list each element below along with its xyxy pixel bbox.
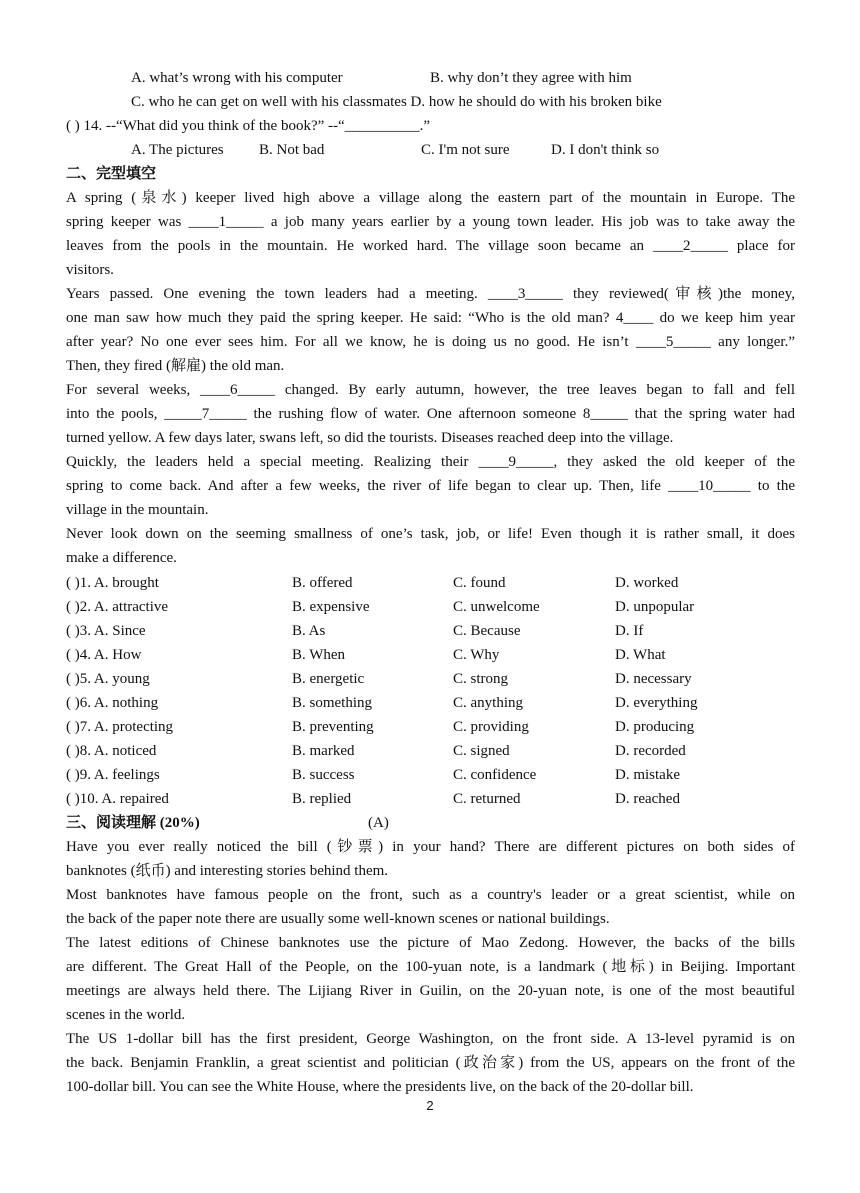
passage-line: turned yellow. A few days later, swans left, so did the tourists. Diseases reached deep into the village. (66, 430, 674, 446)
option-text: A. The pictures (131, 142, 224, 158)
option-text: A. what’s wrong with his computer (131, 70, 343, 86)
passage-line: The US 1-dollar bill has the first president, George Washington, on the front side. A 13-level pyramid is on (66, 1031, 795, 1047)
option-text: B. why don’t they agree with him (430, 70, 632, 86)
question-option-b: B. marked (292, 743, 355, 759)
passage-line: are different. The Great Hall of the People, on the 100-yuan note, is a landmark (地标) in Beijing. Important (66, 959, 795, 975)
passage-line: make a difference. (66, 550, 177, 566)
question-option-d: D. necessary (615, 671, 692, 687)
question-option-b: B. offered (292, 575, 353, 591)
passage-line: leaves from the pools in the mountain. He worked hard. The village soon became an ____2_____ place for (66, 238, 795, 254)
passage-line: For several weeks, ____6_____ changed. By early autumn, however, the tree leaves began to fall and fell (66, 382, 795, 398)
question-option-c: C. Because (453, 623, 521, 639)
passage-line: Have you ever really noticed the bill (钞票) in your hand? There are different pictures on both sides of (66, 839, 795, 855)
option-text: D. I don't think so (551, 142, 660, 158)
question-option-c: C. strong (453, 671, 509, 687)
option-text: C. who he can get on well with his classmates D. how he should do with his broken bike (131, 94, 662, 110)
question-option-a: ( )10. A. repaired (66, 791, 169, 807)
question-option-d: D. reached (615, 791, 680, 807)
passage-line: into the pools, _____7_____ the rushing flow of water. One afternoon someone 8_____ that the spring water had (66, 406, 795, 422)
passage-line: visitors. (66, 262, 114, 278)
passage-line: The latest editions of Chinese banknotes use the picture of Mao Zedong. However, the backs of the bills (66, 935, 795, 951)
question-option-c: C. confidence (453, 767, 537, 783)
question-option-d: D. everything (615, 695, 698, 711)
question-option-a: ( )1. A. brought (66, 575, 159, 591)
question-option-c: C. providing (453, 719, 529, 735)
question-option-b: B. When (292, 647, 346, 663)
section-heading: 二、完型填空 (66, 166, 157, 182)
option-text: B. Not bad (259, 142, 325, 158)
question-option-d: D. unpopular (615, 599, 695, 615)
question-option-b: B. energetic (292, 671, 365, 687)
section-heading: 三、阅读理解 (20%) (66, 815, 200, 831)
question-stem: ( ) 14. --“What did you think of the book?” --“__________.” (66, 118, 431, 134)
question-option-a: ( )4. A. How (66, 647, 142, 663)
question-option-a: ( )3. A. Since (66, 623, 146, 639)
question-option-b: B. As (292, 623, 326, 639)
question-option-d: D. mistake (615, 767, 680, 783)
passage-line: Quickly, the leaders held a special meeting. Realizing their ____9_____, they asked the old keeper of the (66, 454, 795, 470)
passage-line: banknotes (纸币) and interesting stories behind them. (66, 863, 389, 879)
question-option-c: C. signed (453, 743, 510, 759)
option-text: C. I'm not sure (421, 142, 510, 158)
page-number: 2 (426, 1098, 434, 1113)
passage-line: spring keeper was ____1_____ a job many years earlier by a young town leader. His job was to take away the (66, 214, 795, 230)
passage-line: Years passed. One evening the town leaders had a meeting. ____3_____ they reviewed(审核)the money, (66, 286, 795, 302)
question-option-d: D. If (615, 623, 644, 639)
question-option-d: D. recorded (615, 743, 686, 759)
passage-line: after year? No one ever sees him. For all we know, he is doing us no good. He isn’t ____5_____ any longer.” (66, 334, 795, 350)
question-option-c: C. Why (453, 647, 500, 663)
passage-line: village in the mountain. (66, 502, 209, 518)
passage-label: (A) (368, 815, 389, 831)
question-option-b: B. success (292, 767, 355, 783)
question-option-d: D. What (615, 647, 666, 663)
question-option-a: ( )5. A. young (66, 671, 150, 687)
question-option-a: ( )7. A. protecting (66, 719, 174, 735)
question-option-d: D. producing (615, 719, 695, 735)
question-option-c: C. returned (453, 791, 521, 807)
question-option-c: C. found (453, 575, 506, 591)
question-option-b: B. something (292, 695, 373, 711)
question-option-a: ( )8. A. noticed (66, 743, 157, 759)
passage-line: Never look down on the seeming smallness of one’s task, job, or life! Even though it is rather small, it does (66, 526, 795, 542)
question-option-a: ( )2. A. attractive (66, 599, 169, 615)
question-option-c: C. anything (453, 695, 523, 711)
passage-line: spring to come back. And after a few weeks, the river of life began to clear up. Then, life ____10_____ to the (66, 478, 795, 494)
question-option-b: B. replied (292, 791, 352, 807)
question-option-b: B. preventing (292, 719, 374, 735)
passage-line: the back. Benjamin Franklin, a great scientist and politician (政治家) from the US, appears on the front of the (66, 1055, 795, 1071)
passage-line: 100-dollar bill. You can see the White House, where the presidents live, on the back of the 20-dollar bill. (66, 1079, 694, 1095)
question-option-c: C. unwelcome (453, 599, 540, 615)
passage-line: meetings are always held there. The Lijiang River in Guilin, on the 20-yuan note, is one of the most beautiful (66, 983, 795, 999)
passage-line: Most banknotes have famous people on the front, such as a country's leader or a great scientist, while on (66, 887, 795, 903)
question-option-b: B. expensive (292, 599, 370, 615)
passage-line: one man saw how much they paid the spring keeper. He said: “Who is the old man? 4____ do we keep him year (66, 310, 795, 326)
passage-line: Then, they fired (解雇) the old man. (66, 358, 285, 374)
passage-line: the back of the paper note there are usually some well-known scenes or national buildings. (66, 911, 610, 927)
question-option-a: ( )6. A. nothing (66, 695, 159, 711)
passage-line: A spring (泉水) keeper lived high above a village along the eastern part of the mountain in Europe. The (66, 190, 795, 206)
question-option-d: D. worked (615, 575, 679, 591)
passage-line: scenes in the world. (66, 1007, 186, 1023)
question-option-a: ( )9. A. feelings (66, 767, 160, 783)
